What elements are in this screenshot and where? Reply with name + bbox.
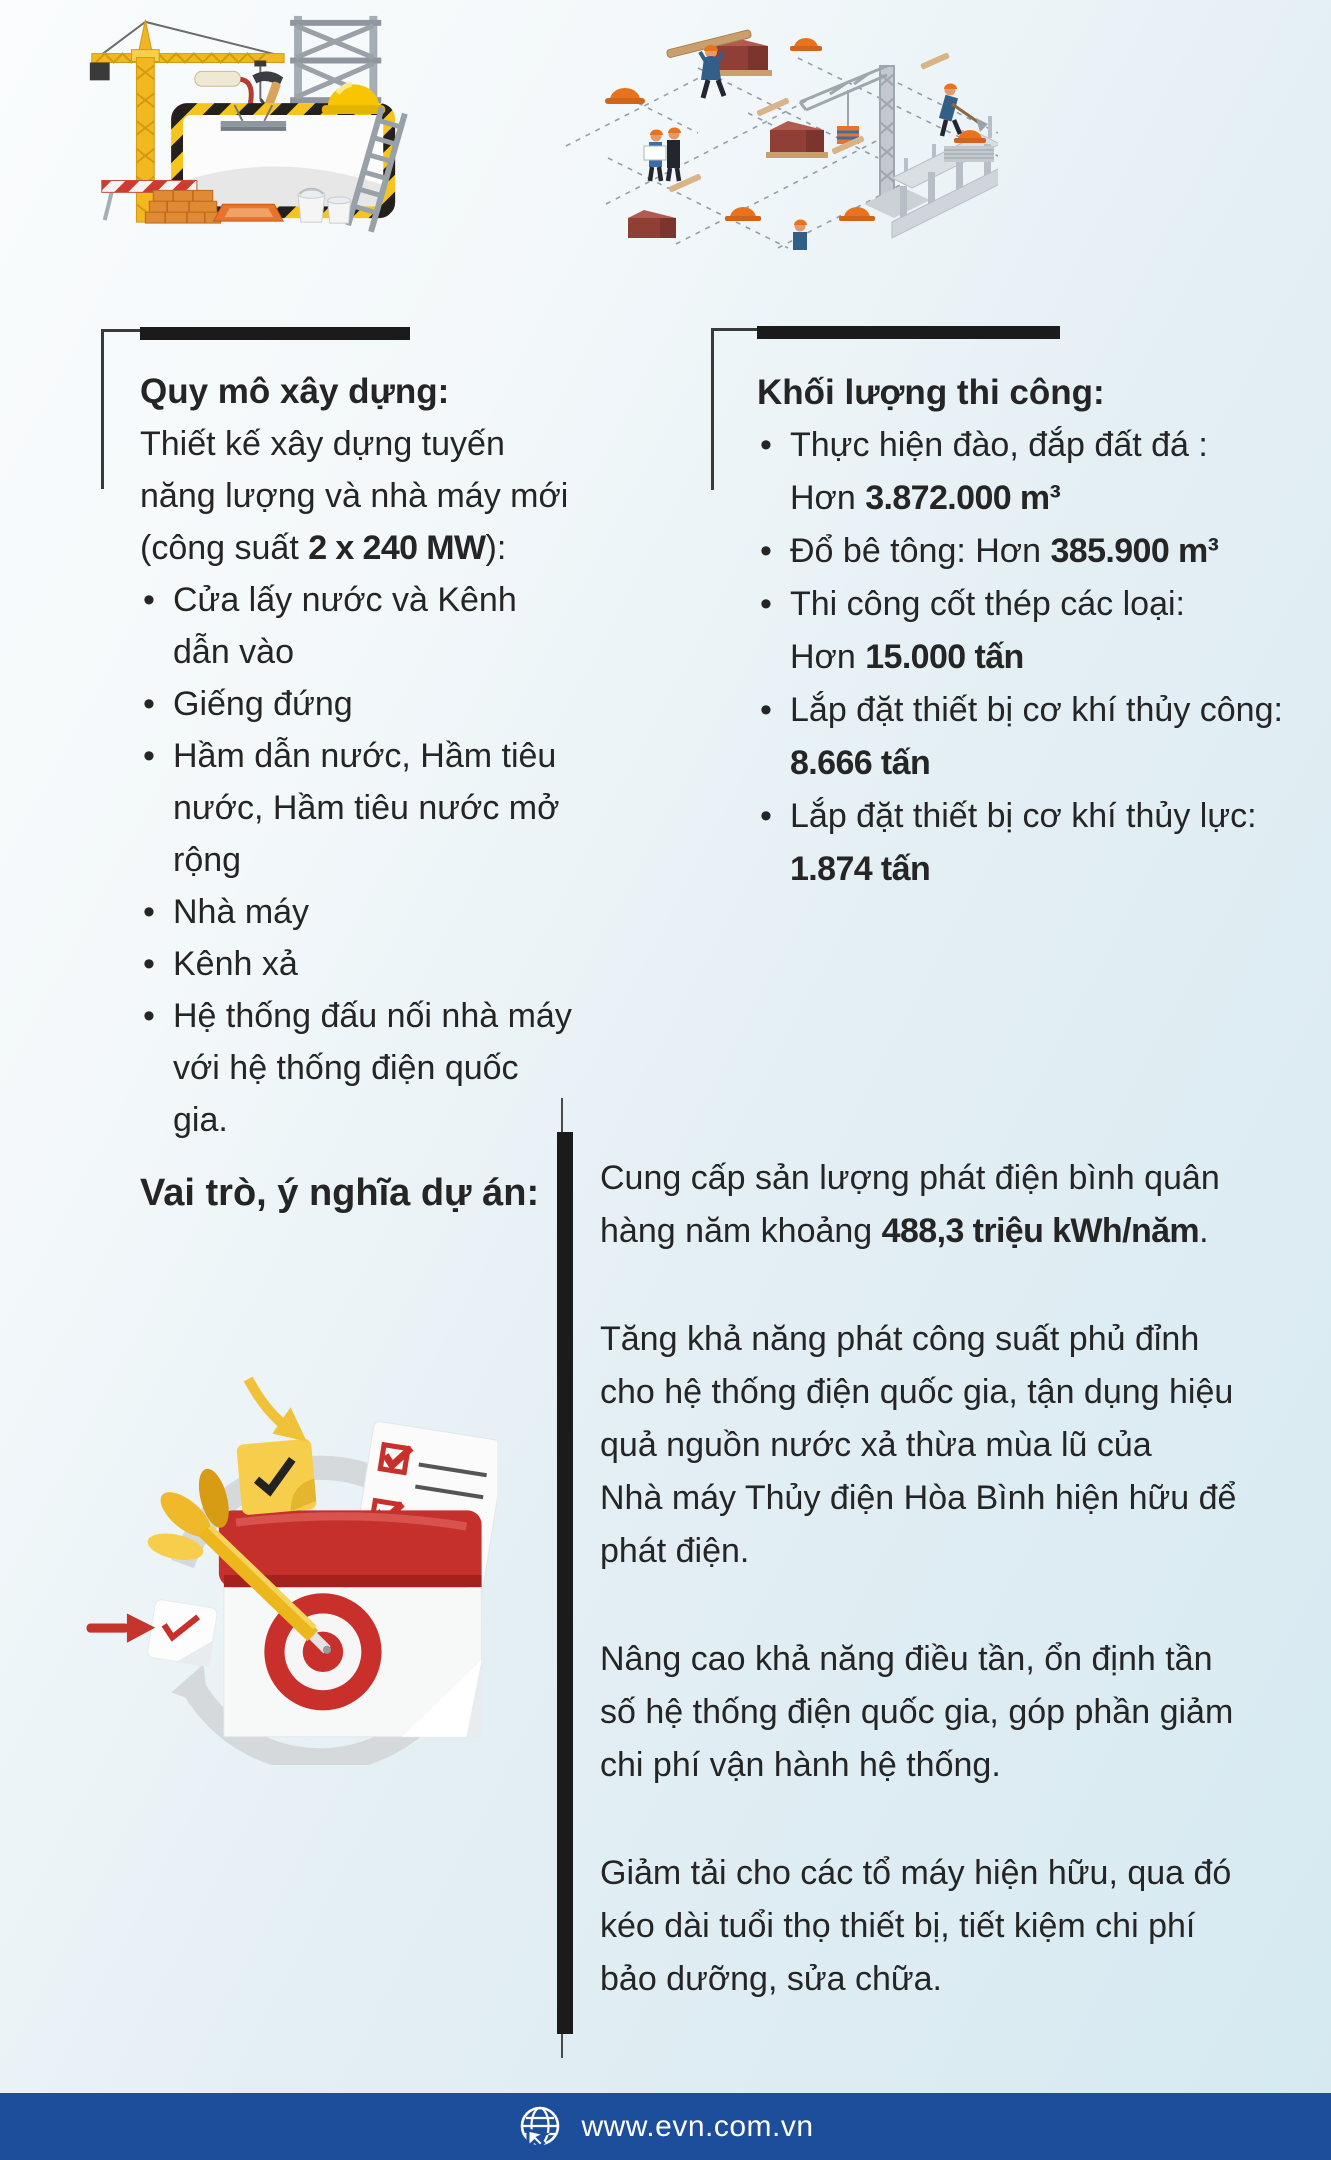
paragraph: Giảm tải cho các tổ máy hiện hữu, qua đó kéo dài tuổi thọ thiết bị, tiết kiệm chi phí bảo dưỡng, sửa chữa. [600,1854,1232,1998]
bricks [145,190,220,223]
left-accent-bar [140,327,410,340]
right-accent-bar [757,326,1060,339]
construction-site-illustration [548,18,998,250]
list-item: • Giếng đứng [140,678,580,730]
check-note [147,1599,218,1667]
yellow-arrow [248,1379,307,1442]
section-heading: Khối lượng thi công: [757,373,1105,412]
footer-bar [0,2093,1331,2160]
worker-shoveling [939,84,988,137]
paragraph: Nâng cao khả năng điều tần, ổn định tần số hệ thống điện quốc gia, góp phần giảm chi phí vận hành hệ thống. [600,1640,1234,1784]
section-intro: Thiết kế xây dựng tuyến năng lượng và nhà máy mới (công suất 2 x 240 MW): [140,425,569,567]
bullet-list [757,419,1297,896]
brick-stack [628,210,676,238]
paragraph: Tăng khả năng phát công suất phủ đỉnh cho hệ thống điện quốc gia, tận dụng hiệu quả nguồn nước xả thừa mùa lũ của Nhà máy Thủy điện Hòa Bình hiện hữu để phát điện. [600,1320,1237,1570]
crane-billboard-graphic [72,6,412,234]
role-paragraphs [600,1152,1320,2061]
list-item: • Hệ thống đấu nối nhà máy với hệ thống điện quốc gia. [140,990,580,1146]
worker-partial [793,220,807,251]
construction-volume-section [757,366,1297,896]
list-item: • Thi công cốt thép các loại: Hơn 15.000 tấn [757,578,1297,684]
target-dart-calendar-illustration [62,1280,497,1765]
list-item: • Lắp đặt thiết bị cơ khí thủy lực: 1.874 tấn [757,790,1297,896]
list-item: • Thực hiện đào, đắp đất đá : Hơn 3.872.000 m³ [757,419,1297,525]
footer-url[interactable]: www.evn.com.vn [581,2109,814,2143]
red-arrow [87,1613,156,1642]
sticky-note [236,1438,317,1515]
calendar-target [219,1510,482,1736]
list-item: • Lắp đặt thiết bị cơ khí thủy công: 8.666 tấn [757,684,1297,790]
right-bracket-corner [711,328,763,331]
left-bracket-line [101,329,104,489]
list-item: • Kênh xả [140,938,580,990]
role-accent-bar [557,1132,573,2034]
globe-icon [517,2104,563,2150]
building-frame [892,116,998,238]
paint-tray [214,204,283,221]
brick-stack [766,121,828,158]
right-bracket-line [711,328,714,490]
section-heading: Quy mô xây dựng: [140,372,450,411]
workers-with-plans [644,128,681,181]
isometric-site-graphic [548,18,998,250]
construction-scale-section [140,366,580,1146]
bullet-list [140,574,580,1146]
paragraph: Cung cấp sản lượng phát điện bình quân hàng năm khoảng 488,3 triệu kWh/năm. [600,1159,1220,1250]
paint-roller-icon [195,71,251,103]
construction-crane-illustration [72,6,412,234]
list-item: • Đổ bê tông: Hơn 385.900 m³ [757,525,1297,578]
role-section-heading: Vai trò, ý nghĩa dự án: [140,1172,540,1214]
list-item: • Cửa lấy nước và Kênh dẫn vào [140,574,580,678]
goals-graphic [62,1280,497,1765]
list-item: • Hầm dẫn nước, Hầm tiêu nước, Hầm tiêu nước mở rộng [140,730,580,886]
list-item: • Nhà máy [140,886,580,938]
